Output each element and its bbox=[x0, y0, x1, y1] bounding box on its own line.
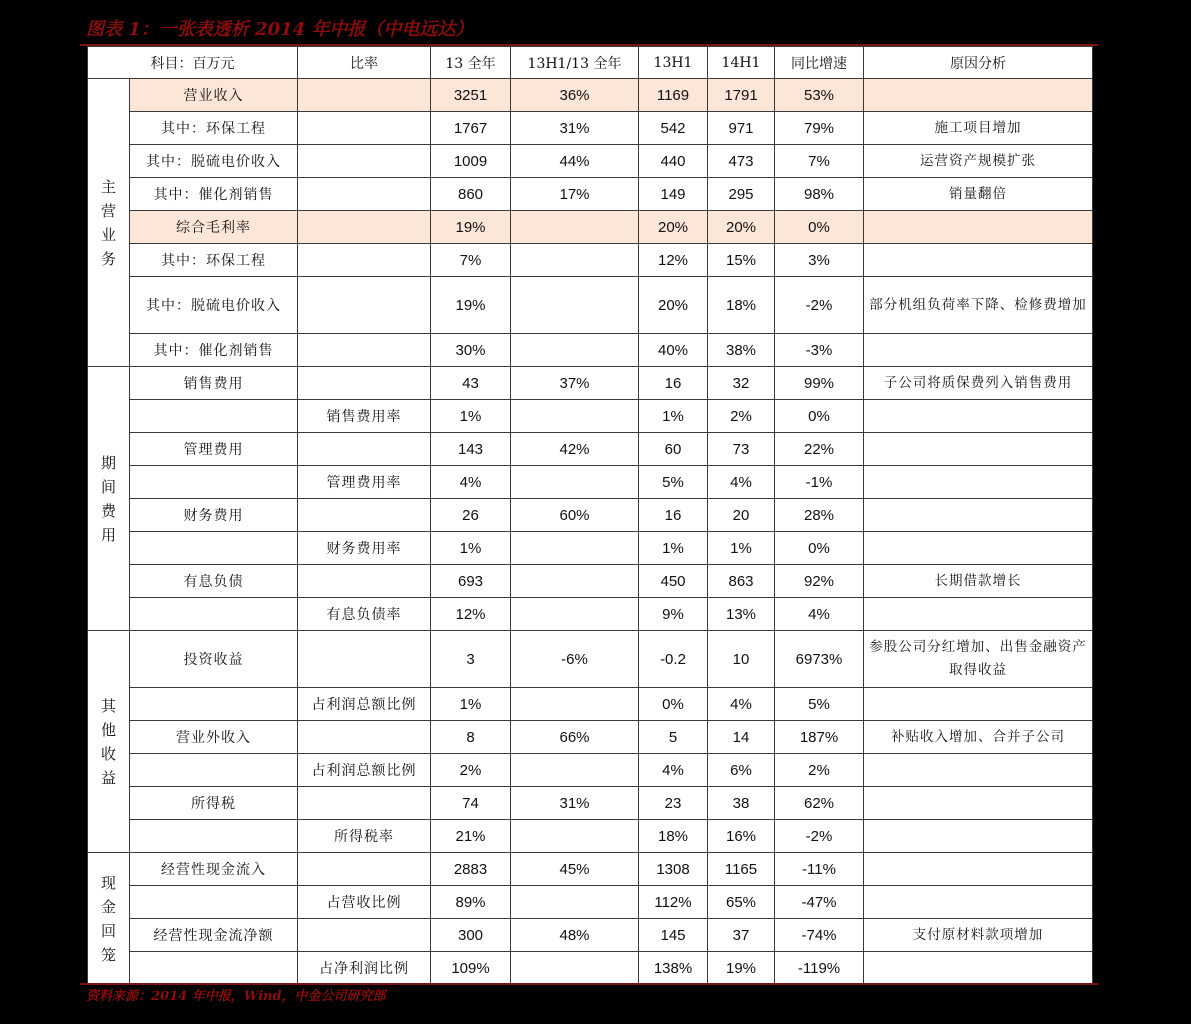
cell-14h1: 4% bbox=[708, 688, 775, 721]
group-label-char: 间 bbox=[100, 477, 116, 496]
cell-reason: 施工项目增加 bbox=[864, 112, 1093, 145]
row-ratio-label: 财务费用率 bbox=[298, 532, 431, 565]
row-item-label: 营业收入 bbox=[130, 79, 298, 112]
cell-reason bbox=[864, 886, 1093, 919]
table-row bbox=[88, 112, 1093, 145]
cell-13h1-share bbox=[511, 565, 639, 598]
row-ratio-label bbox=[298, 112, 431, 145]
cell-14h1: 863 bbox=[708, 565, 775, 598]
cell-14h1: 14 bbox=[708, 721, 775, 754]
header-row bbox=[88, 47, 1093, 79]
row-ratio-label bbox=[298, 631, 431, 688]
table-row bbox=[88, 631, 1093, 688]
table-row bbox=[88, 853, 1093, 886]
row-ratio-label: 占营收比例 bbox=[298, 886, 431, 919]
cell-13-full-year: 300 bbox=[431, 919, 511, 952]
cell-13-full-year: 109% bbox=[431, 952, 511, 985]
row-item-label: 有息负债 bbox=[130, 565, 298, 598]
cell-yoy: -3% bbox=[775, 334, 864, 367]
cell-reason: 运营资产规模扩张 bbox=[864, 145, 1093, 178]
cell-13h1: 1308 bbox=[639, 853, 708, 886]
table-row bbox=[88, 244, 1093, 277]
cell-13h1-share bbox=[511, 598, 639, 631]
cell-yoy: 98% bbox=[775, 178, 864, 211]
cell-14h1: 4% bbox=[708, 466, 775, 499]
cell-13-full-year: 2% bbox=[431, 754, 511, 787]
cell-yoy: -47% bbox=[775, 886, 864, 919]
cell-13-full-year: 26 bbox=[431, 499, 511, 532]
group-label-char: 务 bbox=[100, 249, 116, 268]
cell-13-full-year: 1767 bbox=[431, 112, 511, 145]
cell-yoy: 7% bbox=[775, 145, 864, 178]
cell-13-full-year: 1% bbox=[431, 532, 511, 565]
group-label-char: 用 bbox=[100, 525, 116, 544]
row-item-label: 其中：脱硫电价收入 bbox=[130, 145, 298, 178]
cell-14h1: 2% bbox=[708, 400, 775, 433]
cell-reason bbox=[864, 598, 1093, 631]
group-label bbox=[88, 853, 130, 985]
cell-reason bbox=[864, 79, 1093, 112]
cell-yoy: -1% bbox=[775, 466, 864, 499]
row-ratio-label: 有息负债率 bbox=[298, 598, 431, 631]
group-label-char: 期 bbox=[100, 453, 116, 472]
table-row bbox=[88, 754, 1093, 787]
cell-reason: 补贴收入增加、合并子公司 bbox=[864, 721, 1093, 754]
row-ratio-label: 管理费用率 bbox=[298, 466, 431, 499]
cell-13h1-share bbox=[511, 277, 639, 334]
cell-14h1: 32 bbox=[708, 367, 775, 400]
cell-yoy: -119% bbox=[775, 952, 864, 985]
cell-13h1-share bbox=[511, 820, 639, 853]
cell-13h1-share bbox=[511, 466, 639, 499]
cell-14h1: 1% bbox=[708, 532, 775, 565]
cell-13-full-year: 2883 bbox=[431, 853, 511, 886]
cell-yoy: 28% bbox=[775, 499, 864, 532]
cell-13-full-year: 43 bbox=[431, 367, 511, 400]
row-item-label bbox=[130, 886, 298, 919]
row-ratio-label: 占净利润比例 bbox=[298, 952, 431, 985]
row-item-label bbox=[130, 400, 298, 433]
cell-yoy: -2% bbox=[775, 277, 864, 334]
row-item-label: 营业外收入 bbox=[130, 721, 298, 754]
cell-13h1-share: 36% bbox=[511, 79, 639, 112]
cell-14h1: 37 bbox=[708, 919, 775, 952]
row-ratio-label bbox=[298, 211, 431, 244]
table-row bbox=[88, 334, 1093, 367]
cell-14h1: 65% bbox=[708, 886, 775, 919]
cell-13h1: 112% bbox=[639, 886, 708, 919]
cell-13h1-share: 37% bbox=[511, 367, 639, 400]
row-item-label bbox=[130, 820, 298, 853]
cell-13h1: 12% bbox=[639, 244, 708, 277]
cell-14h1: 16% bbox=[708, 820, 775, 853]
table-row bbox=[88, 499, 1093, 532]
group-label-char: 营 bbox=[100, 201, 116, 220]
table-row bbox=[88, 565, 1093, 598]
cell-13h1: 1% bbox=[639, 532, 708, 565]
table-row bbox=[88, 277, 1093, 334]
cell-13h1-share bbox=[511, 532, 639, 565]
header-13h1: 13H1 bbox=[639, 47, 708, 79]
cell-reason: 部分机组负荷率下降、检修费增加 bbox=[864, 277, 1093, 334]
source-rule bbox=[80, 983, 1098, 985]
cell-reason bbox=[864, 853, 1093, 886]
cell-13h1: 18% bbox=[639, 820, 708, 853]
cell-13-full-year: 3 bbox=[431, 631, 511, 688]
cell-13-full-year: 3251 bbox=[431, 79, 511, 112]
cell-13h1: 1% bbox=[639, 400, 708, 433]
cell-13h1-share bbox=[511, 400, 639, 433]
cell-14h1: 473 bbox=[708, 145, 775, 178]
row-item-label: 投资收益 bbox=[130, 631, 298, 688]
cell-13-full-year: 1009 bbox=[431, 145, 511, 178]
cell-yoy: 22% bbox=[775, 433, 864, 466]
cell-13h1: 145 bbox=[639, 919, 708, 952]
table-row bbox=[88, 919, 1093, 952]
cell-13-full-year: 1% bbox=[431, 400, 511, 433]
group-label-char: 益 bbox=[100, 768, 116, 787]
group-label-char: 金 bbox=[100, 897, 116, 916]
cell-reason bbox=[864, 400, 1093, 433]
cell-yoy: 0% bbox=[775, 532, 864, 565]
cell-13-full-year: 89% bbox=[431, 886, 511, 919]
header-reason: 原因分析 bbox=[864, 47, 1093, 79]
cell-13-full-year: 693 bbox=[431, 565, 511, 598]
report-table bbox=[87, 46, 1093, 985]
row-ratio-label bbox=[298, 565, 431, 598]
table-row bbox=[88, 952, 1093, 985]
cell-reason bbox=[864, 499, 1093, 532]
cell-13h1-share: -6% bbox=[511, 631, 639, 688]
group-label bbox=[88, 79, 130, 367]
cell-13h1-share: 60% bbox=[511, 499, 639, 532]
row-ratio-label bbox=[298, 145, 431, 178]
cell-yoy: 62% bbox=[775, 787, 864, 820]
cell-13h1: 450 bbox=[639, 565, 708, 598]
cell-14h1: 10 bbox=[708, 631, 775, 688]
cell-13h1-share: 17% bbox=[511, 178, 639, 211]
cell-14h1: 38% bbox=[708, 334, 775, 367]
cell-13h1: 5 bbox=[639, 721, 708, 754]
cell-yoy: 6973% bbox=[775, 631, 864, 688]
cell-13-full-year: 7% bbox=[431, 244, 511, 277]
cell-13h1: 5% bbox=[639, 466, 708, 499]
group-label-char: 现 bbox=[100, 873, 116, 892]
cell-reason: 销量翻倍 bbox=[864, 178, 1093, 211]
table-row bbox=[88, 532, 1093, 565]
cell-reason bbox=[864, 787, 1093, 820]
row-item-label: 经营性现金流入 bbox=[130, 853, 298, 886]
row-item-label: 经营性现金流净额 bbox=[130, 919, 298, 952]
row-item-label: 所得税 bbox=[130, 787, 298, 820]
cell-reason bbox=[864, 952, 1093, 985]
figure-title: 图表 1：一张表透析 2014 年中报（中电远达） bbox=[86, 19, 474, 40]
cell-13h1: 16 bbox=[639, 499, 708, 532]
row-item-label: 其中：脱硫电价收入 bbox=[130, 277, 298, 334]
row-ratio-label: 销售费用率 bbox=[298, 400, 431, 433]
row-ratio-label bbox=[298, 853, 431, 886]
row-item-label: 管理费用 bbox=[130, 433, 298, 466]
group-label-char: 业 bbox=[100, 225, 116, 244]
cell-13h1-share: 66% bbox=[511, 721, 639, 754]
row-ratio-label: 所得税率 bbox=[298, 820, 431, 853]
group-label-char: 回 bbox=[100, 921, 116, 940]
cell-13h1: 149 bbox=[639, 178, 708, 211]
row-ratio-label: 占利润总额比例 bbox=[298, 688, 431, 721]
group-label-char: 收 bbox=[100, 744, 116, 763]
cell-reason: 子公司将质保费列入销售费用 bbox=[864, 367, 1093, 400]
cell-13h1: 20% bbox=[639, 211, 708, 244]
row-item-label bbox=[130, 598, 298, 631]
cell-reason bbox=[864, 433, 1093, 466]
cell-reason bbox=[864, 532, 1093, 565]
cell-13-full-year: 21% bbox=[431, 820, 511, 853]
cell-13h1-share bbox=[511, 952, 639, 985]
row-ratio-label bbox=[298, 367, 431, 400]
cell-14h1: 20% bbox=[708, 211, 775, 244]
cell-13h1: 440 bbox=[639, 145, 708, 178]
row-item-label: 其中：催化剂销售 bbox=[130, 334, 298, 367]
cell-reason bbox=[864, 211, 1093, 244]
row-ratio-label bbox=[298, 433, 431, 466]
row-ratio-label bbox=[298, 787, 431, 820]
cell-13-full-year: 860 bbox=[431, 178, 511, 211]
cell-13h1-share bbox=[511, 754, 639, 787]
cell-13h1: -0.2 bbox=[639, 631, 708, 688]
row-item-label bbox=[130, 754, 298, 787]
table-row bbox=[88, 820, 1093, 853]
cell-reason bbox=[864, 466, 1093, 499]
cell-13h1-share: 42% bbox=[511, 433, 639, 466]
cell-yoy: 187% bbox=[775, 721, 864, 754]
cell-13-full-year: 19% bbox=[431, 211, 511, 244]
cell-13h1-share bbox=[511, 688, 639, 721]
cell-13h1: 0% bbox=[639, 688, 708, 721]
row-ratio-label bbox=[298, 244, 431, 277]
cell-yoy: 79% bbox=[775, 112, 864, 145]
group-label-char: 他 bbox=[100, 720, 116, 739]
row-item-label: 财务费用 bbox=[130, 499, 298, 532]
row-ratio-label: 占利润总额比例 bbox=[298, 754, 431, 787]
cell-13-full-year: 12% bbox=[431, 598, 511, 631]
cell-reason: 长期借款增长 bbox=[864, 565, 1093, 598]
row-item-label: 其中：环保工程 bbox=[130, 112, 298, 145]
cell-14h1: 1165 bbox=[708, 853, 775, 886]
header-14h1: 14H1 bbox=[708, 47, 775, 79]
cell-13h1: 9% bbox=[639, 598, 708, 631]
row-ratio-label bbox=[298, 721, 431, 754]
group-label-char: 费 bbox=[100, 501, 116, 520]
cell-yoy: 5% bbox=[775, 688, 864, 721]
cell-13-full-year: 74 bbox=[431, 787, 511, 820]
cell-13-full-year: 143 bbox=[431, 433, 511, 466]
cell-yoy: 0% bbox=[775, 400, 864, 433]
cell-14h1: 13% bbox=[708, 598, 775, 631]
cell-yoy: 99% bbox=[775, 367, 864, 400]
cell-13h1: 16 bbox=[639, 367, 708, 400]
cell-13h1: 60 bbox=[639, 433, 708, 466]
cell-reason: 参股公司分红增加、出售金融资产取得收益 bbox=[864, 631, 1093, 688]
header-ratio: 比率 bbox=[298, 47, 431, 79]
row-item-label bbox=[130, 466, 298, 499]
cell-yoy: 0% bbox=[775, 211, 864, 244]
cell-13h1: 20% bbox=[639, 277, 708, 334]
table-row bbox=[88, 211, 1093, 244]
cell-13-full-year: 8 bbox=[431, 721, 511, 754]
cell-yoy: -2% bbox=[775, 820, 864, 853]
table-row bbox=[88, 787, 1093, 820]
table-row bbox=[88, 367, 1093, 400]
cell-reason bbox=[864, 688, 1093, 721]
row-ratio-label bbox=[298, 79, 431, 112]
cell-13-full-year: 4% bbox=[431, 466, 511, 499]
header-yoy: 同比增速 bbox=[775, 47, 864, 79]
cell-14h1: 73 bbox=[708, 433, 775, 466]
cell-13h1-share: 44% bbox=[511, 145, 639, 178]
cell-14h1: 38 bbox=[708, 787, 775, 820]
row-item-label: 其中：催化剂销售 bbox=[130, 178, 298, 211]
group-label bbox=[88, 367, 130, 631]
row-item-label bbox=[130, 532, 298, 565]
cell-14h1: 19% bbox=[708, 952, 775, 985]
table-row bbox=[88, 433, 1093, 466]
cell-13h1-share bbox=[511, 334, 639, 367]
cell-yoy: 53% bbox=[775, 79, 864, 112]
cell-14h1: 18% bbox=[708, 277, 775, 334]
cell-13h1: 40% bbox=[639, 334, 708, 367]
cell-13h1: 4% bbox=[639, 754, 708, 787]
cell-reason bbox=[864, 754, 1093, 787]
cell-13h1: 542 bbox=[639, 112, 708, 145]
cell-13h1-share bbox=[511, 886, 639, 919]
cell-yoy: 92% bbox=[775, 565, 864, 598]
group-label bbox=[88, 631, 130, 853]
cell-13-full-year: 30% bbox=[431, 334, 511, 367]
cell-reason bbox=[864, 820, 1093, 853]
cell-14h1: 15% bbox=[708, 244, 775, 277]
cell-reason: 支付原材料款项增加 bbox=[864, 919, 1093, 952]
source-note: 资料来源：2014 年中报，Wind，中金公司研究部 bbox=[86, 989, 386, 1004]
cell-13h1: 1169 bbox=[639, 79, 708, 112]
group-label-char: 笼 bbox=[100, 945, 116, 964]
row-ratio-label bbox=[298, 919, 431, 952]
header-13h1-share: 13H1/13 全年 bbox=[511, 47, 639, 79]
cell-14h1: 971 bbox=[708, 112, 775, 145]
row-item-label bbox=[130, 688, 298, 721]
row-item-label: 其中：环保工程 bbox=[130, 244, 298, 277]
cell-13h1-share bbox=[511, 244, 639, 277]
table-row bbox=[88, 721, 1093, 754]
cell-13-full-year: 1% bbox=[431, 688, 511, 721]
cell-13h1: 138% bbox=[639, 952, 708, 985]
row-item-label bbox=[130, 952, 298, 985]
cell-14h1: 20 bbox=[708, 499, 775, 532]
cell-14h1: 6% bbox=[708, 754, 775, 787]
cell-13h1-share: 31% bbox=[511, 112, 639, 145]
cell-13h1-share: 45% bbox=[511, 853, 639, 886]
table-row bbox=[88, 688, 1093, 721]
row-item-label: 综合毛利率 bbox=[130, 211, 298, 244]
row-ratio-label bbox=[298, 499, 431, 532]
row-item-label: 销售费用 bbox=[130, 367, 298, 400]
table-row bbox=[88, 79, 1093, 112]
cell-reason bbox=[864, 244, 1093, 277]
cell-13h1-share bbox=[511, 211, 639, 244]
table-row bbox=[88, 178, 1093, 211]
row-ratio-label bbox=[298, 178, 431, 211]
row-ratio-label bbox=[298, 334, 431, 367]
header-13-full-year: 13 全年 bbox=[431, 47, 511, 79]
cell-yoy: -11% bbox=[775, 853, 864, 886]
table-row bbox=[88, 466, 1093, 499]
cell-14h1: 1791 bbox=[708, 79, 775, 112]
cell-yoy: -74% bbox=[775, 919, 864, 952]
group-label-char: 其 bbox=[100, 696, 116, 715]
cell-13h1-share: 31% bbox=[511, 787, 639, 820]
cell-yoy: 3% bbox=[775, 244, 864, 277]
table-row bbox=[88, 598, 1093, 631]
cell-yoy: 4% bbox=[775, 598, 864, 631]
cell-13h1-share: 48% bbox=[511, 919, 639, 952]
header-item: 科目：百万元 bbox=[88, 47, 298, 79]
cell-14h1: 295 bbox=[708, 178, 775, 211]
cell-reason bbox=[864, 334, 1093, 367]
row-ratio-label bbox=[298, 277, 431, 334]
cell-13-full-year: 19% bbox=[431, 277, 511, 334]
table-row bbox=[88, 145, 1093, 178]
table-row bbox=[88, 400, 1093, 433]
cell-13h1: 23 bbox=[639, 787, 708, 820]
table-row bbox=[88, 886, 1093, 919]
cell-yoy: 2% bbox=[775, 754, 864, 787]
group-label-char: 主 bbox=[100, 177, 116, 196]
